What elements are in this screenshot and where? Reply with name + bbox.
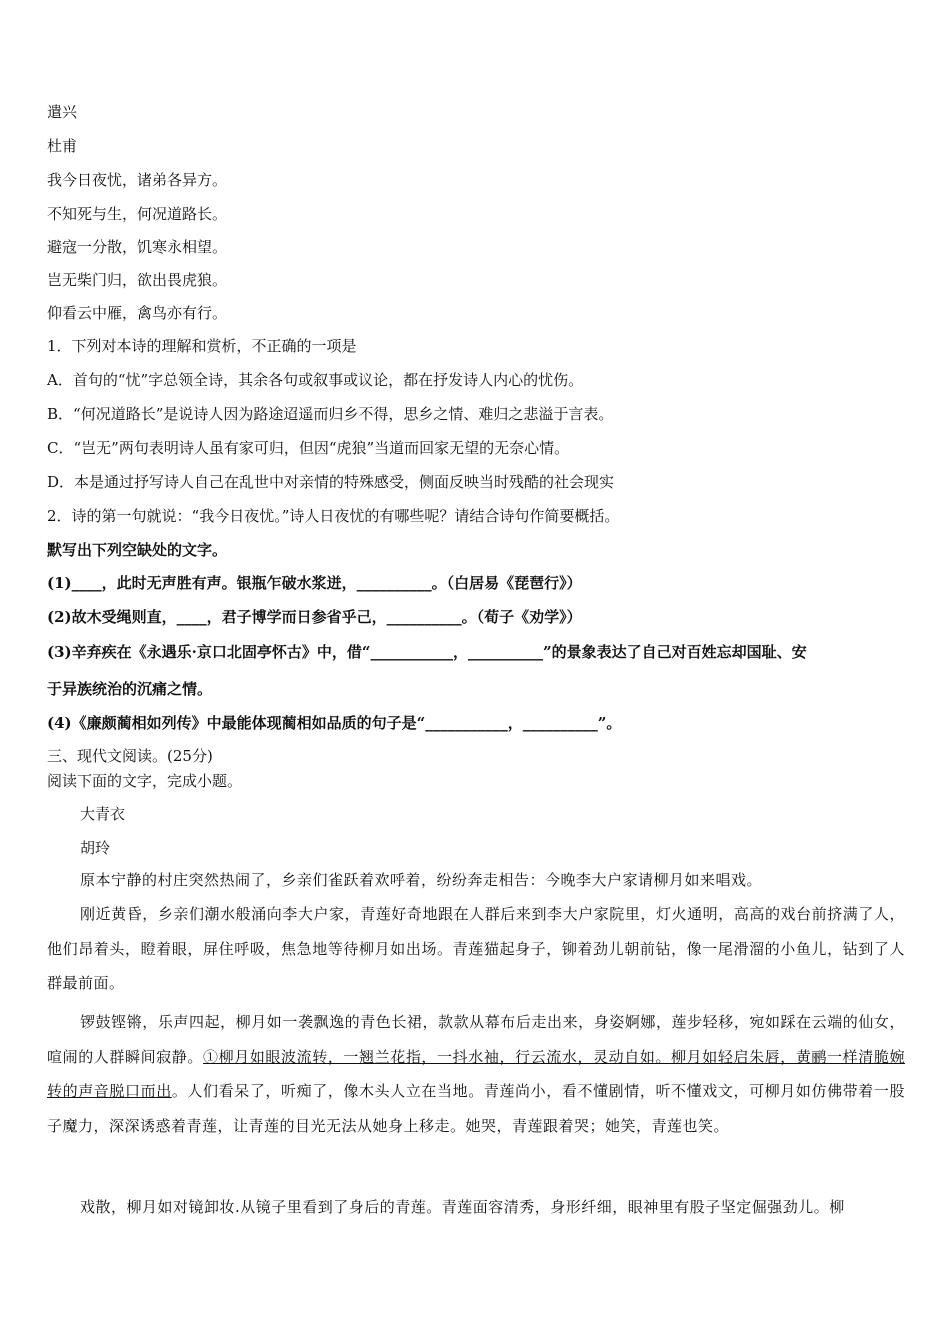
dictation-item: (1)____，此时无声胜有声。银瓶乍破水浆迸，__________。（白居易《琵琶行》） (47, 574, 582, 592)
option-c: C．“岂无”两句表明诗人虽有家可归，但因“虎狼”当道而回家无望的无奈心情。 (47, 439, 570, 457)
reading-instruction: 阅读下面的文字，完成小题。 (47, 772, 243, 790)
poem-line: 岂无柴门归，欲出畏虎狼。 (47, 271, 228, 289)
dictation-item: (2)故木受绳则直，____，君子博学而日参省乎己，__________。（荀子《劝学》） (47, 608, 582, 626)
poem-line: 我今日夜忧，诸弟各异方。 (47, 171, 228, 189)
option-d: D．本是通过抒写诗人自己在乱世中对亲情的特殊感受，侧面反映当时残酷的社会现实 (47, 473, 615, 491)
question-1: 1．下列对本诗的理解和赏析，不正确的一项是 (47, 337, 357, 355)
story-paragraph: 戏散，柳月如对镜卸妆.从镜子里看到了身后的青莲。青莲面容清秀，身形纤细，眼神里有股子坚定倔强劲儿。柳 (80, 1198, 845, 1216)
underlined-sentence: ①柳月如眼波流转，一翘兰花指，一抖水袖，行云流水，灵动自如。柳月如轻启朱唇，黄鹂一样清脆婉转的声音脱口而出 (47, 1047, 905, 1100)
poem-line: 仰看云中雁，禽鸟亦有行。 (47, 304, 228, 322)
question-2: 2．诗的第一句就说：“我今日夜忧。”诗人日夜忧的有哪些呢？请结合诗句作简要概括。 (47, 507, 620, 525)
poem-line: 不知死与生，何况道路长。 (47, 205, 228, 223)
poem-line: 避寇一分散，饥寒永相望。 (47, 238, 228, 256)
dictation-item: 于异族统治的沉痛之情。 (47, 680, 213, 698)
story-paragraph: 刚近黄昏，乡亲们潮水般涌向李大户家，青莲好奇地跟在人群后来到李大户家院里，灯火通明，高高的戏台前挤满了人，他们昂着头，瞪着眼，屏住呼吸，焦急地等待柳月如出场。青莲猫起身子，铆着劲儿朝前钻，像一尾滑溜的小鱼儿，钻到了人群最前面。 (47, 905, 905, 992)
story-paragraph: 原本宁静的村庄突然热闹了，乡亲们雀跃着欢呼着，纷纷奔走相告：今晚李大户家请柳月如来唱戏。 (80, 871, 763, 889)
dictation-item: (4)《廉颇蔺相如列传》中最能体现蔺相如品质的句子是“___________，__________”。 (47, 714, 622, 732)
section-heading: 三、现代文阅读。(25分) (47, 747, 213, 765)
dictation-item: (3)辛弃疾在《永遇乐·京口北固亭怀古》中，借“___________，__________”的景象表达了自己对百姓忘却国耻、安 (47, 643, 807, 661)
option-a: A．首句的“忧”字总领全诗，其余各句或叙事或议论，都在抒发诗人内心的忧伤。 (47, 371, 584, 389)
poem-author: 杜甫 (47, 137, 78, 155)
story-title: 大青衣 (80, 805, 126, 823)
poem-title: 遣兴 (47, 103, 78, 121)
story-author: 胡玲 (80, 839, 111, 857)
option-b: B．“何况道路长”是说诗人因为路途迢遥而归乡不得，思乡之情、难归之悲溢于言表。 (47, 405, 614, 423)
story-paragraph (47, 1005, 905, 1143)
dictation-heading: 默写出下列空缺处的文字。 (47, 541, 228, 559)
paragraph-text: 锣鼓铿锵，乐声四起，柳月如一袭飘逸的青色长裙，款款从幕布后走出来，身姿婀娜，莲步轻移，宛如踩在云端的仙女，喧闹的人群瞬间寂静。 (47, 1013, 905, 1066)
paragraph-text: 。人们看呆了，听痴了，像木头人立在当地。青莲尚小，看不懂剧情，听不懂戏文，可柳月如仿佛带着一股子魔力，深深诱惑着青莲，让青莲的目光无法从她身上移走。她哭，青莲跟着哭；她笑，青莲也笑。 (47, 1082, 905, 1135)
